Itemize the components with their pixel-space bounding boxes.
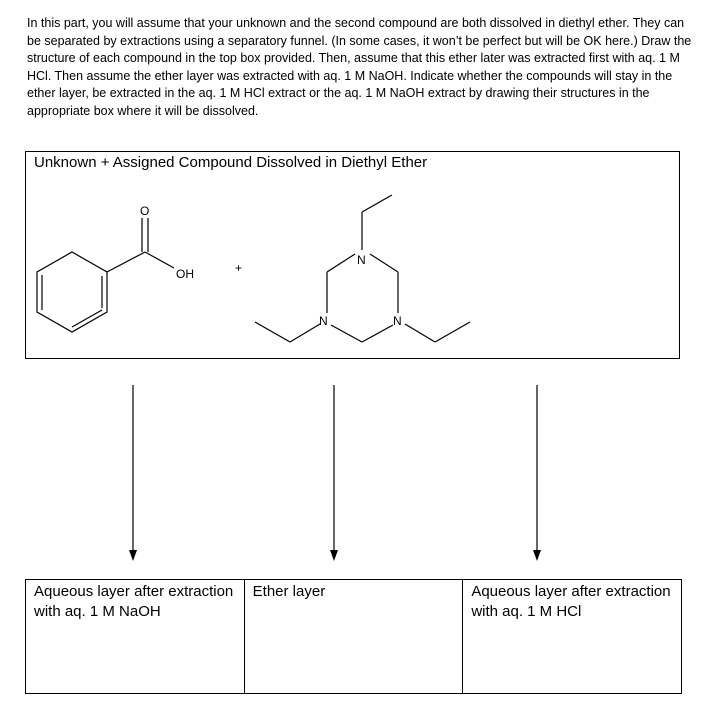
- ether-layer-box[interactable]: [244, 580, 463, 694]
- mixture-box-title: Unknown + Assigned Compound Dissolved in Diethyl Ether: [34, 154, 428, 171]
- nitrogen-label-top: N: [357, 253, 366, 267]
- instructions-paragraph: In this part, you will assume that your unknown and the second compound are both dissolved in diethyl ether. They can be separated by extractions using a separatory funnel. (In some cases, it won’t be perfect but will be OK here.) Draw the structure of each compound in the top box provided. Then, assume that this ether later was extracted first with aq. 1 M HCl. Then assume the ether layer was extracted with aq. 1 M NaOH. Indicate whether the compounds will stay in the ether layer, be extracted in the aq. 1 M HCl extract or the aq. 1 M NaOH extract by drawing their structures in the appropriate box where it will be dissolved.: [27, 16, 692, 118]
- arrow-to-naoh-layer: [129, 385, 137, 561]
- carbonyl-oxygen-label: O: [140, 204, 150, 218]
- plus-sign: +: [235, 261, 243, 275]
- arrow-to-ether-layer: [330, 385, 338, 561]
- hydroxyl-label: OH: [176, 267, 194, 281]
- hcl-aqueous-layer-label: Aqueous layer after extraction with aq. 1 M HCl: [471, 583, 671, 620]
- ether-layer-label: Ether layer: [252, 583, 326, 600]
- nitrogen-label-left: N: [319, 314, 328, 328]
- naoh-aqueous-layer-box[interactable]: [26, 580, 245, 694]
- arrow-to-hcl-layer: [533, 385, 541, 561]
- naoh-aqueous-layer-label: Aqueous layer after extraction with aq. 1 M NaOH: [34, 583, 234, 620]
- nitrogen-label-right: N: [393, 314, 402, 328]
- hcl-aqueous-layer-box[interactable]: [463, 580, 682, 694]
- layer-boxes-table: [25, 579, 682, 694]
